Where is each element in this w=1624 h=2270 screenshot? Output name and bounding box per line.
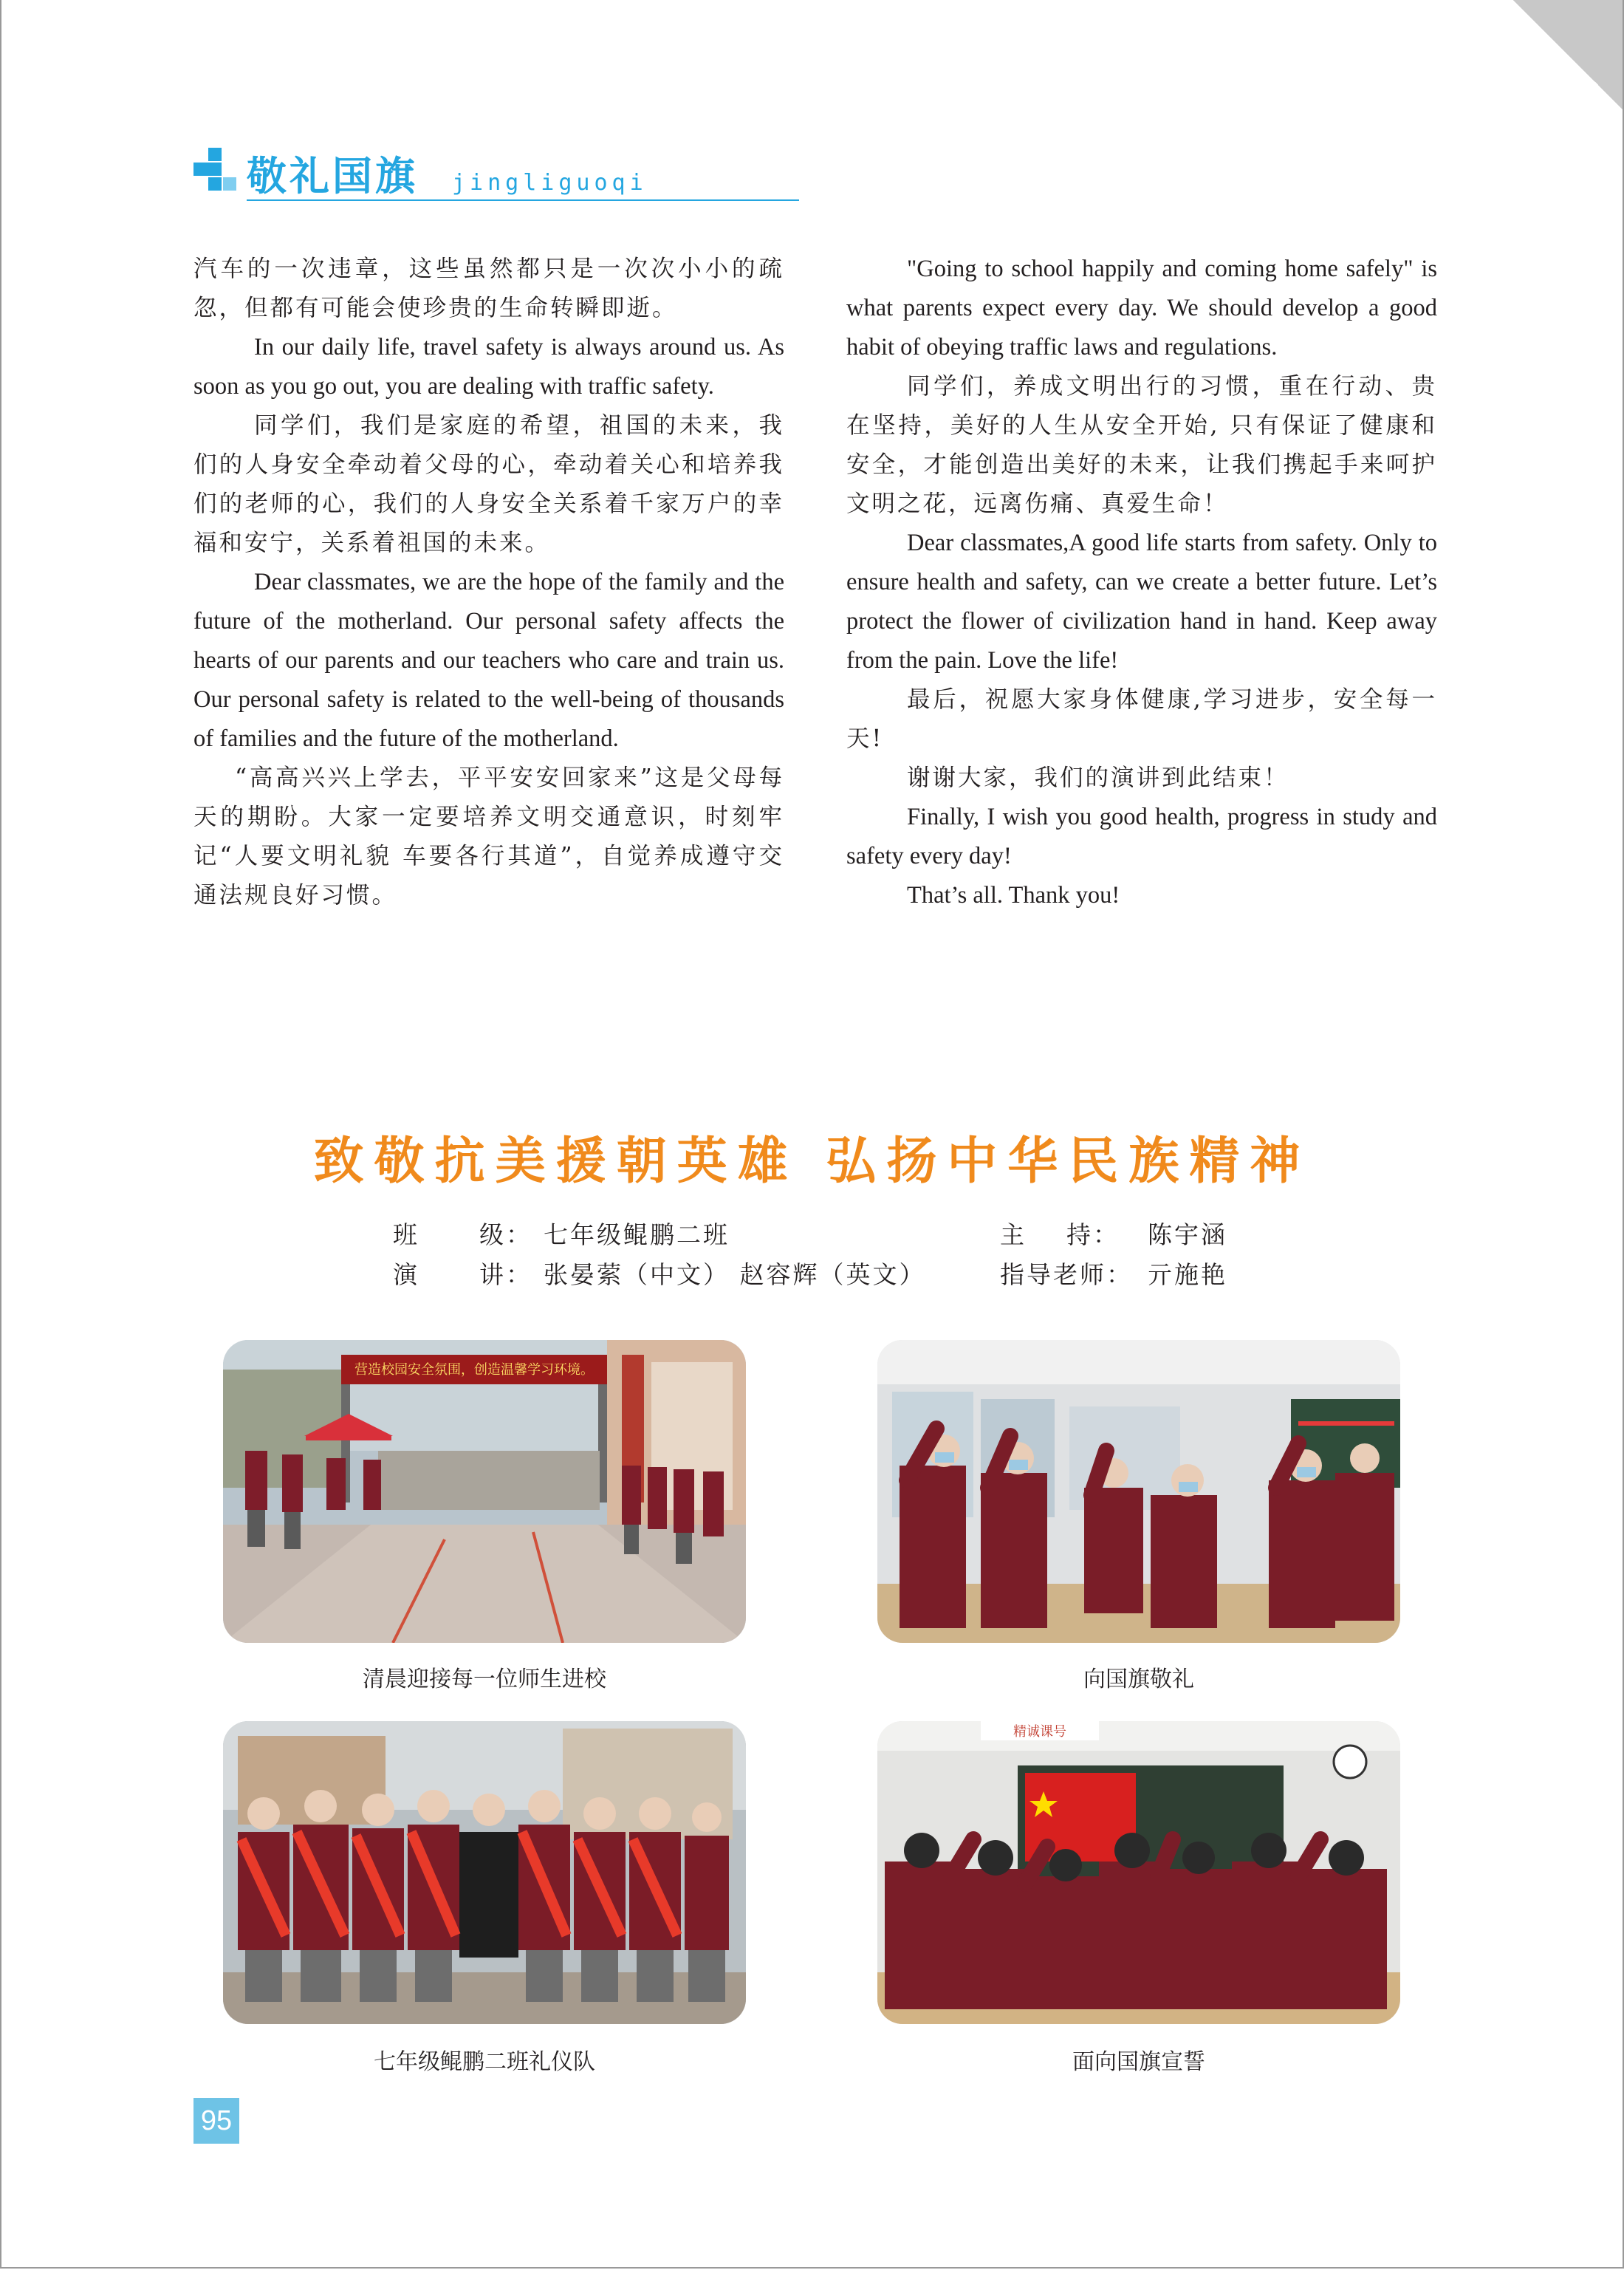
paragraph: 谢谢大家，我们的演讲到此结束！ [907, 765, 1289, 791]
paragraph: 最后，祝愿大家身体健康,学习进步，安全每一天! [846, 686, 1437, 752]
teacher-value: 亓施艳 [1148, 1260, 1227, 1289]
paragraph: Finally, I wish you good health, progress in study and safety every day! [846, 804, 1437, 869]
paragraph: Dear classmates,A good life starts from safety. Only to ensure health and safety, can we create a better future. Let’s protect the flower of civilization hand in hand. Keep away from the pain. Love the life! [846, 530, 1437, 674]
photo-salute-flag [877, 1340, 1400, 1643]
page-number: 95 [193, 2098, 239, 2144]
paragraph: In our daily life, travel safety is always around us. As soon as you go out, you are dealing with traffic safety. [193, 334, 784, 400]
paragraph: 汽车的一次违章，这些虽然都只是一次次小小的疏忽，但都有可能会使珍贵的生命转瞬即逝。 [193, 256, 784, 321]
class-label: 班 级： [393, 1220, 532, 1249]
paragraph: “高高兴兴上学去，平平安安回家来”这是父母每天的期盼。大家一定要培养文明交通意识，时刻牢记“人要文明礼貌 车要各行其道”，自觉养成遵守交通法规良好习惯。 [193, 765, 784, 909]
class-value: 七年级鲲鹏二班 [544, 1220, 730, 1249]
speaker-label: 演 讲： [393, 1260, 532, 1289]
paragraph: That’s all. Thank you! [907, 882, 1120, 909]
photo-caption: 七年级鲲鹏二班礼仪队 [374, 2049, 595, 2075]
header-logo-icon [193, 148, 236, 192]
gate-banner-text: 营造校园安全氛围，创造温馨学习环境。 [354, 1362, 594, 1378]
photo-school-gate [223, 1340, 746, 1643]
section-header [193, 148, 799, 207]
host-label: 主 持： [1000, 1220, 1120, 1249]
header-rule [247, 199, 799, 201]
classroom-banner-text: 精诚课号 [1013, 1724, 1066, 1740]
right-column [846, 250, 1437, 915]
photo-oath [877, 1721, 1400, 2024]
host-value: 陈宇涵 [1148, 1220, 1227, 1249]
left-column [193, 250, 784, 915]
page-corner-fold [1513, 0, 1624, 111]
speech-title: 致敬抗美援朝英雄 弘扬中华民族精神 [313, 1132, 1311, 1191]
photo-caption: 清晨迎接每一位师生进校 [363, 1666, 606, 1692]
photo-caption: 向国旗敬礼 [1083, 1666, 1194, 1692]
speaker-value: 张晏萦（中文） 赵容辉（英文） [544, 1260, 926, 1289]
paragraph: "Going to school happily and coming home safely" is what parents expect every day. We should develop a good habit of obeying traffic laws and regulations. [846, 256, 1437, 360]
paragraph: 同学们，我们是家庭的希望，祖国的未来，我们的人身安全牵动着父母的心，牵动着关心和培养我们的老师的心，我们的人身安全关系着千家万户的幸福和安宁，关系着祖国的未来。 [193, 412, 784, 556]
paragraph: 同学们，养成文明出行的习惯，重在行动、贵在坚持，美好的人生从安全开始, 只有保证了健康和安全，才能创造出美好的未来，让我们携起手来呵护文明之花，远离伤痛、真爱生命！ [846, 373, 1437, 517]
teacher-label: 指导老师： [1000, 1260, 1133, 1289]
section-title: 敬礼国旗 [247, 153, 418, 199]
paragraph: Dear classmates, we are the hope of the family and the future of the motherland. Our personal safety affects the hearts of our parents and our teachers who care and train us. Our personal safety is related to the well-being of thousands of families and the future of the motherland. [193, 569, 784, 752]
photo-caption: 面向国旗宣誓 [1072, 2049, 1205, 2075]
section-title-pinyin: jingliguoqi [452, 170, 648, 196]
photo-etiquette-team [223, 1721, 746, 2024]
